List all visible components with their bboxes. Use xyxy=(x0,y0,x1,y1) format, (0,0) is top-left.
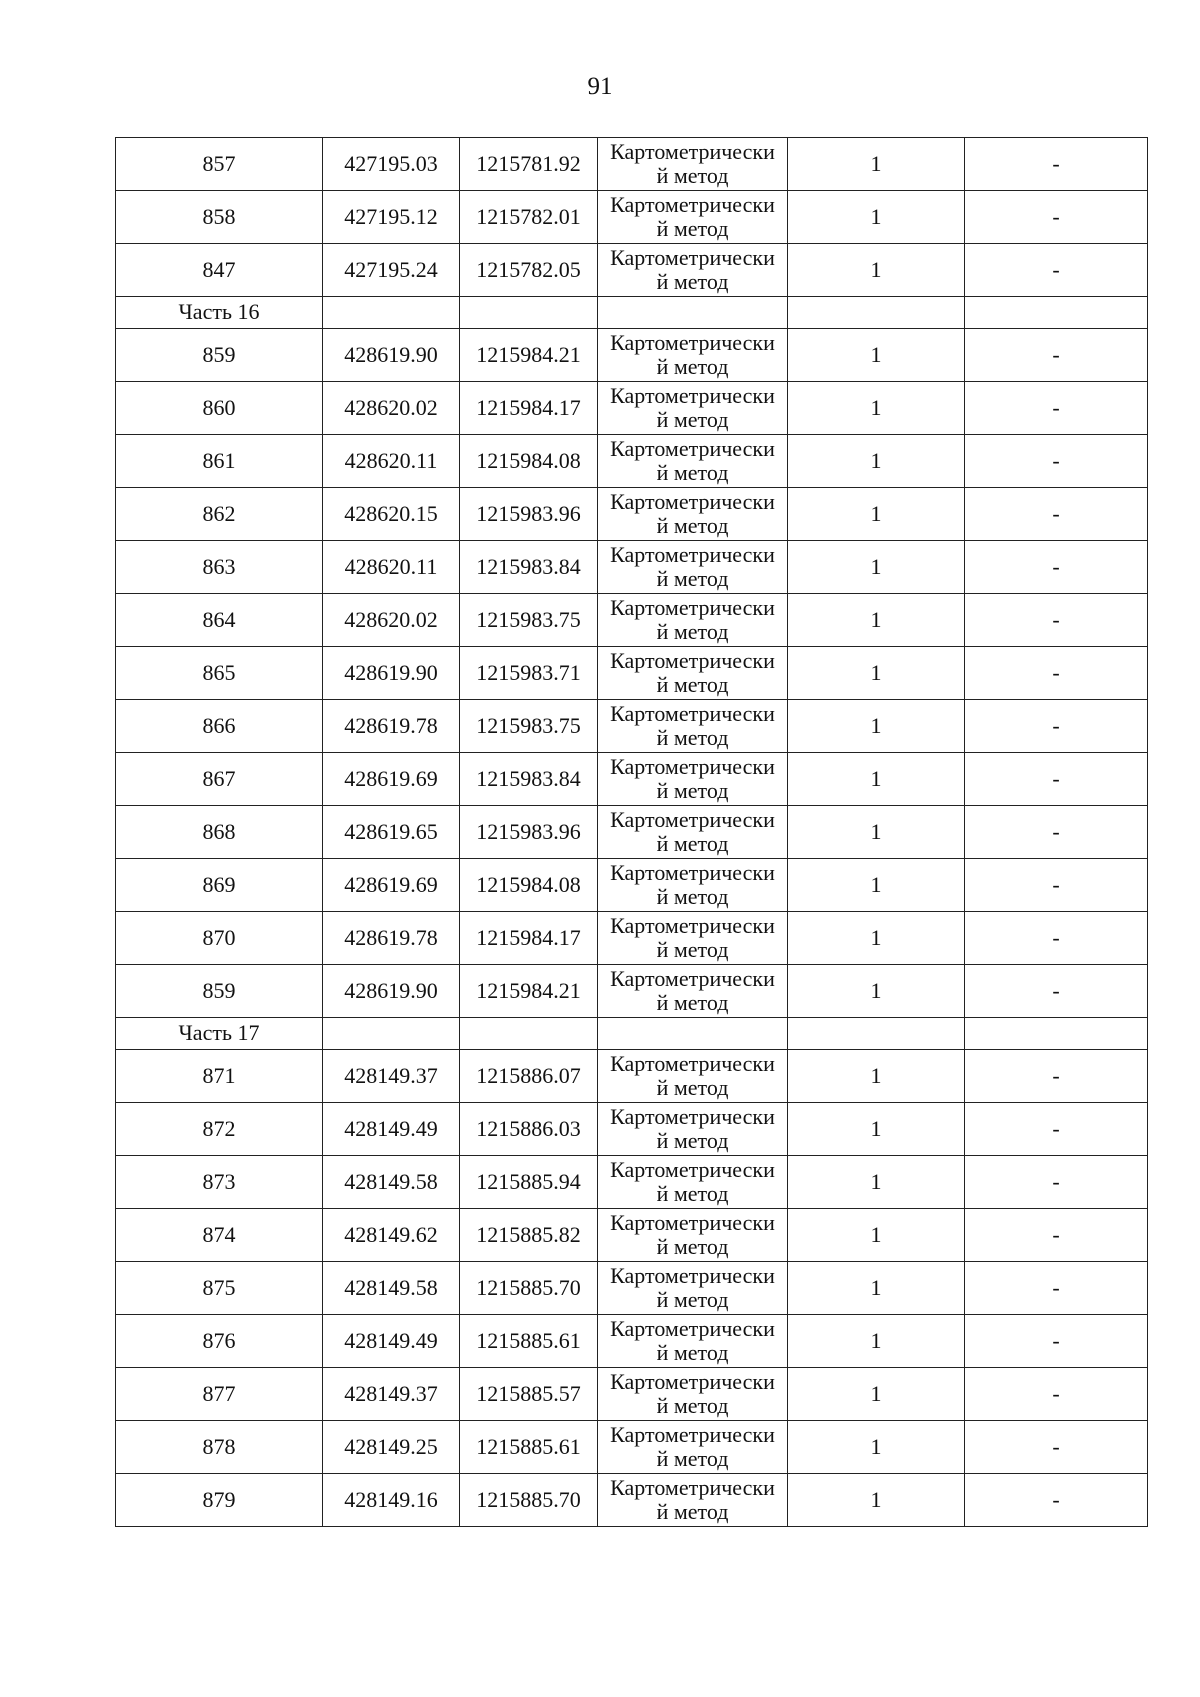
method-text-line2: й метод xyxy=(656,460,729,485)
note-cell: - xyxy=(965,488,1148,541)
y-coordinate-cell: 1215984.08 xyxy=(460,859,598,912)
point-id-cell: 871 xyxy=(116,1050,323,1103)
empty-cell xyxy=(460,1018,598,1050)
table-row xyxy=(116,1368,1148,1421)
method-text-line2: й метод xyxy=(656,1181,729,1206)
x-coordinate-cell: 427195.24 xyxy=(323,244,460,297)
x-coordinate-cell: 428149.58 xyxy=(323,1262,460,1315)
point-id-cell: 862 xyxy=(116,488,323,541)
accuracy-cell: 1 xyxy=(788,1262,965,1315)
x-coordinate-cell: 428149.25 xyxy=(323,1421,460,1474)
x-coordinate-cell: 428619.78 xyxy=(323,700,460,753)
method-cell xyxy=(598,382,788,435)
part-header-row xyxy=(116,297,1148,329)
note-cell: - xyxy=(965,191,1148,244)
method-text-line2: й метод xyxy=(656,513,729,538)
table-row xyxy=(116,435,1148,488)
method-text-line1: Картометрически xyxy=(610,807,775,832)
method-text-line1: Картометрически xyxy=(610,1369,775,1394)
y-coordinate-cell: 1215885.94 xyxy=(460,1156,598,1209)
note-cell: - xyxy=(965,1315,1148,1368)
table-row xyxy=(116,1421,1148,1474)
table-row xyxy=(116,138,1148,191)
method-text-line1: Картометрически xyxy=(610,383,775,408)
method-text-line2: й метод xyxy=(656,269,729,294)
x-coordinate-cell: 428149.58 xyxy=(323,1156,460,1209)
method-cell xyxy=(598,1050,788,1103)
note-cell: - xyxy=(965,965,1148,1018)
empty-cell xyxy=(598,297,788,329)
method-text-line1: Картометрически xyxy=(610,1051,775,1076)
y-coordinate-cell: 1215983.84 xyxy=(460,541,598,594)
method-cell xyxy=(598,1368,788,1421)
table-row xyxy=(116,1103,1148,1156)
point-id-cell: 875 xyxy=(116,1262,323,1315)
accuracy-cell: 1 xyxy=(788,1474,965,1527)
method-cell xyxy=(598,965,788,1018)
x-coordinate-cell: 428619.90 xyxy=(323,329,460,382)
method-cell xyxy=(598,1156,788,1209)
y-coordinate-cell: 1215885.82 xyxy=(460,1209,598,1262)
note-cell: - xyxy=(965,1050,1148,1103)
method-text-line2: й метод xyxy=(656,1446,729,1471)
method-text-line1: Картометрически xyxy=(610,701,775,726)
point-id-cell: 864 xyxy=(116,594,323,647)
note-cell: - xyxy=(965,1103,1148,1156)
method-text-line1: Картометрически xyxy=(610,860,775,885)
method-text-line1: Картометрически xyxy=(610,1104,775,1129)
method-cell xyxy=(598,1262,788,1315)
method-text-line2: й метод xyxy=(656,619,729,644)
note-cell: - xyxy=(965,859,1148,912)
part-label: Часть 16 xyxy=(116,297,323,329)
point-id-cell: 874 xyxy=(116,1209,323,1262)
point-id-cell: 872 xyxy=(116,1103,323,1156)
empty-cell xyxy=(323,297,460,329)
table-row xyxy=(116,594,1148,647)
accuracy-cell: 1 xyxy=(788,859,965,912)
empty-cell xyxy=(965,1018,1148,1050)
method-text-line2: й метод xyxy=(656,216,729,241)
x-coordinate-cell: 428620.02 xyxy=(323,382,460,435)
accuracy-cell: 1 xyxy=(788,1368,965,1421)
note-cell: - xyxy=(965,435,1148,488)
x-coordinate-cell: 428619.90 xyxy=(323,965,460,1018)
method-cell xyxy=(598,1103,788,1156)
note-cell: - xyxy=(965,1209,1148,1262)
method-text-line1: Картометрически xyxy=(610,966,775,991)
empty-cell xyxy=(598,1018,788,1050)
y-coordinate-cell: 1215782.05 xyxy=(460,244,598,297)
method-text-line2: й метод xyxy=(656,1075,729,1100)
x-coordinate-cell: 428620.02 xyxy=(323,594,460,647)
x-coordinate-cell: 428620.11 xyxy=(323,435,460,488)
table-row xyxy=(116,965,1148,1018)
y-coordinate-cell: 1215984.21 xyxy=(460,965,598,1018)
point-id-cell: 879 xyxy=(116,1474,323,1527)
accuracy-cell: 1 xyxy=(788,806,965,859)
accuracy-cell: 1 xyxy=(788,488,965,541)
accuracy-cell: 1 xyxy=(788,244,965,297)
method-text-line2: й метод xyxy=(656,884,729,909)
point-id-cell: 868 xyxy=(116,806,323,859)
method-cell xyxy=(598,138,788,191)
method-text-line1: Картометрически xyxy=(610,1422,775,1447)
point-id-cell: 876 xyxy=(116,1315,323,1368)
page-number: 91 xyxy=(587,73,613,100)
method-text-line2: й метод xyxy=(656,1499,729,1524)
note-cell: - xyxy=(965,1368,1148,1421)
table-row xyxy=(116,700,1148,753)
coordinates-table xyxy=(115,137,1148,1527)
method-text-line1: Картометрически xyxy=(610,330,775,355)
method-text-line1: Картометрически xyxy=(610,245,775,270)
method-cell xyxy=(598,1209,788,1262)
method-cell xyxy=(598,647,788,700)
method-cell xyxy=(598,594,788,647)
point-id-cell: 870 xyxy=(116,912,323,965)
point-id-cell: 847 xyxy=(116,244,323,297)
y-coordinate-cell: 1215984.17 xyxy=(460,382,598,435)
point-id-cell: 859 xyxy=(116,329,323,382)
accuracy-cell: 1 xyxy=(788,965,965,1018)
point-id-cell: 858 xyxy=(116,191,323,244)
method-text-line2: й метод xyxy=(656,990,729,1015)
y-coordinate-cell: 1215983.96 xyxy=(460,488,598,541)
x-coordinate-cell: 428149.37 xyxy=(323,1368,460,1421)
method-text-line2: й метод xyxy=(656,672,729,697)
method-text-line2: й метод xyxy=(656,1234,729,1259)
method-cell xyxy=(598,806,788,859)
table-row xyxy=(116,1262,1148,1315)
method-text-line2: й метод xyxy=(656,407,729,432)
table-row xyxy=(116,1209,1148,1262)
part-label: Часть 17 xyxy=(116,1018,323,1050)
y-coordinate-cell: 1215885.57 xyxy=(460,1368,598,1421)
accuracy-cell: 1 xyxy=(788,912,965,965)
x-coordinate-cell: 428619.65 xyxy=(323,806,460,859)
x-coordinate-cell: 428619.69 xyxy=(323,753,460,806)
accuracy-cell: 1 xyxy=(788,1209,965,1262)
method-text-line1: Картометрически xyxy=(610,754,775,779)
method-text-line2: й метод xyxy=(656,831,729,856)
empty-cell xyxy=(965,297,1148,329)
table-row xyxy=(116,1315,1148,1368)
y-coordinate-cell: 1215984.08 xyxy=(460,435,598,488)
table-row xyxy=(116,329,1148,382)
note-cell: - xyxy=(965,1262,1148,1315)
method-cell xyxy=(598,488,788,541)
note-cell: - xyxy=(965,753,1148,806)
empty-cell xyxy=(460,297,598,329)
x-coordinate-cell: 427195.03 xyxy=(323,138,460,191)
part-header-row xyxy=(116,1018,1148,1050)
method-cell xyxy=(598,1421,788,1474)
point-id-cell: 860 xyxy=(116,382,323,435)
note-cell: - xyxy=(965,382,1148,435)
method-cell xyxy=(598,435,788,488)
method-text-line2: й метод xyxy=(656,937,729,962)
method-text-line2: й метод xyxy=(656,163,729,188)
method-cell xyxy=(598,1315,788,1368)
note-cell: - xyxy=(965,912,1148,965)
method-text-line1: Картометрически xyxy=(610,648,775,673)
point-id-cell: 859 xyxy=(116,965,323,1018)
method-text-line2: й метод xyxy=(656,725,729,750)
table-row xyxy=(116,541,1148,594)
accuracy-cell: 1 xyxy=(788,382,965,435)
point-id-cell: 873 xyxy=(116,1156,323,1209)
method-text-line1: Картометрически xyxy=(610,1316,775,1341)
point-id-cell: 861 xyxy=(116,435,323,488)
x-coordinate-cell: 428149.16 xyxy=(323,1474,460,1527)
point-id-cell: 857 xyxy=(116,138,323,191)
point-id-cell: 869 xyxy=(116,859,323,912)
method-cell xyxy=(598,541,788,594)
y-coordinate-cell: 1215885.70 xyxy=(460,1474,598,1527)
note-cell: - xyxy=(965,700,1148,753)
accuracy-cell: 1 xyxy=(788,1315,965,1368)
accuracy-cell: 1 xyxy=(788,594,965,647)
accuracy-cell: 1 xyxy=(788,541,965,594)
method-text-line2: й метод xyxy=(656,354,729,379)
y-coordinate-cell: 1215781.92 xyxy=(460,138,598,191)
note-cell: - xyxy=(965,806,1148,859)
note-cell: - xyxy=(965,1156,1148,1209)
method-text-line1: Картометрически xyxy=(610,489,775,514)
method-cell xyxy=(598,700,788,753)
note-cell: - xyxy=(965,647,1148,700)
y-coordinate-cell: 1215885.70 xyxy=(460,1262,598,1315)
y-coordinate-cell: 1215885.61 xyxy=(460,1421,598,1474)
note-cell: - xyxy=(965,1474,1148,1527)
coordinates-table-body xyxy=(116,138,1148,1527)
method-text-line2: й метод xyxy=(656,566,729,591)
table-row xyxy=(116,382,1148,435)
y-coordinate-cell: 1215984.17 xyxy=(460,912,598,965)
method-text-line2: й метод xyxy=(656,778,729,803)
note-cell: - xyxy=(965,594,1148,647)
method-text-line1: Картометрически xyxy=(610,139,775,164)
method-text-line1: Картометрически xyxy=(610,1210,775,1235)
table-row xyxy=(116,191,1148,244)
table-row xyxy=(116,488,1148,541)
table-row xyxy=(116,753,1148,806)
table-row xyxy=(116,1474,1148,1527)
method-text-line2: й метод xyxy=(656,1340,729,1365)
note-cell: - xyxy=(965,1421,1148,1474)
method-cell xyxy=(598,244,788,297)
table-row xyxy=(116,806,1148,859)
method-text-line1: Картометрически xyxy=(610,436,775,461)
table-row xyxy=(116,859,1148,912)
y-coordinate-cell: 1215983.75 xyxy=(460,700,598,753)
table-row xyxy=(116,912,1148,965)
method-text-line1: Картометрически xyxy=(610,542,775,567)
accuracy-cell: 1 xyxy=(788,1421,965,1474)
y-coordinate-cell: 1215885.61 xyxy=(460,1315,598,1368)
table-row xyxy=(116,244,1148,297)
y-coordinate-cell: 1215886.03 xyxy=(460,1103,598,1156)
note-cell: - xyxy=(965,138,1148,191)
y-coordinate-cell: 1215984.21 xyxy=(460,329,598,382)
method-cell xyxy=(598,191,788,244)
x-coordinate-cell: 428620.15 xyxy=(323,488,460,541)
point-id-cell: 867 xyxy=(116,753,323,806)
empty-cell xyxy=(788,297,965,329)
method-cell xyxy=(598,912,788,965)
point-id-cell: 878 xyxy=(116,1421,323,1474)
method-text-line1: Картометрически xyxy=(610,1475,775,1500)
method-cell xyxy=(598,753,788,806)
accuracy-cell: 1 xyxy=(788,329,965,382)
y-coordinate-cell: 1215782.01 xyxy=(460,191,598,244)
y-coordinate-cell: 1215886.07 xyxy=(460,1050,598,1103)
method-text-line2: й метод xyxy=(656,1393,729,1418)
table-row xyxy=(116,1156,1148,1209)
method-cell xyxy=(598,859,788,912)
method-text-line1: Картометрически xyxy=(610,1157,775,1182)
x-coordinate-cell: 427195.12 xyxy=(323,191,460,244)
note-cell: - xyxy=(965,541,1148,594)
accuracy-cell: 1 xyxy=(788,700,965,753)
method-text-line1: Картометрически xyxy=(610,1263,775,1288)
note-cell: - xyxy=(965,329,1148,382)
method-text-line2: й метод xyxy=(656,1287,729,1312)
x-coordinate-cell: 428619.69 xyxy=(323,859,460,912)
x-coordinate-cell: 428149.49 xyxy=(323,1315,460,1368)
accuracy-cell: 1 xyxy=(788,1050,965,1103)
method-text-line1: Картометрически xyxy=(610,595,775,620)
y-coordinate-cell: 1215983.75 xyxy=(460,594,598,647)
x-coordinate-cell: 428149.62 xyxy=(323,1209,460,1262)
x-coordinate-cell: 428149.49 xyxy=(323,1103,460,1156)
table-row xyxy=(116,1050,1148,1103)
point-id-cell: 865 xyxy=(116,647,323,700)
accuracy-cell: 1 xyxy=(788,435,965,488)
point-id-cell: 877 xyxy=(116,1368,323,1421)
accuracy-cell: 1 xyxy=(788,191,965,244)
note-cell: - xyxy=(965,244,1148,297)
x-coordinate-cell: 428149.37 xyxy=(323,1050,460,1103)
x-coordinate-cell: 428620.11 xyxy=(323,541,460,594)
method-cell xyxy=(598,329,788,382)
y-coordinate-cell: 1215983.96 xyxy=(460,806,598,859)
x-coordinate-cell: 428619.90 xyxy=(323,647,460,700)
x-coordinate-cell: 428619.78 xyxy=(323,912,460,965)
empty-cell xyxy=(788,1018,965,1050)
y-coordinate-cell: 1215983.71 xyxy=(460,647,598,700)
accuracy-cell: 1 xyxy=(788,1156,965,1209)
table-row xyxy=(116,647,1148,700)
accuracy-cell: 1 xyxy=(788,1103,965,1156)
accuracy-cell: 1 xyxy=(788,753,965,806)
empty-cell xyxy=(323,1018,460,1050)
y-coordinate-cell: 1215983.84 xyxy=(460,753,598,806)
method-cell xyxy=(598,1474,788,1527)
accuracy-cell: 1 xyxy=(788,647,965,700)
method-text-line1: Картометрически xyxy=(610,192,775,217)
point-id-cell: 866 xyxy=(116,700,323,753)
method-text-line2: й метод xyxy=(656,1128,729,1153)
accuracy-cell: 1 xyxy=(788,138,965,191)
point-id-cell: 863 xyxy=(116,541,323,594)
method-text-line1: Картометрически xyxy=(610,913,775,938)
